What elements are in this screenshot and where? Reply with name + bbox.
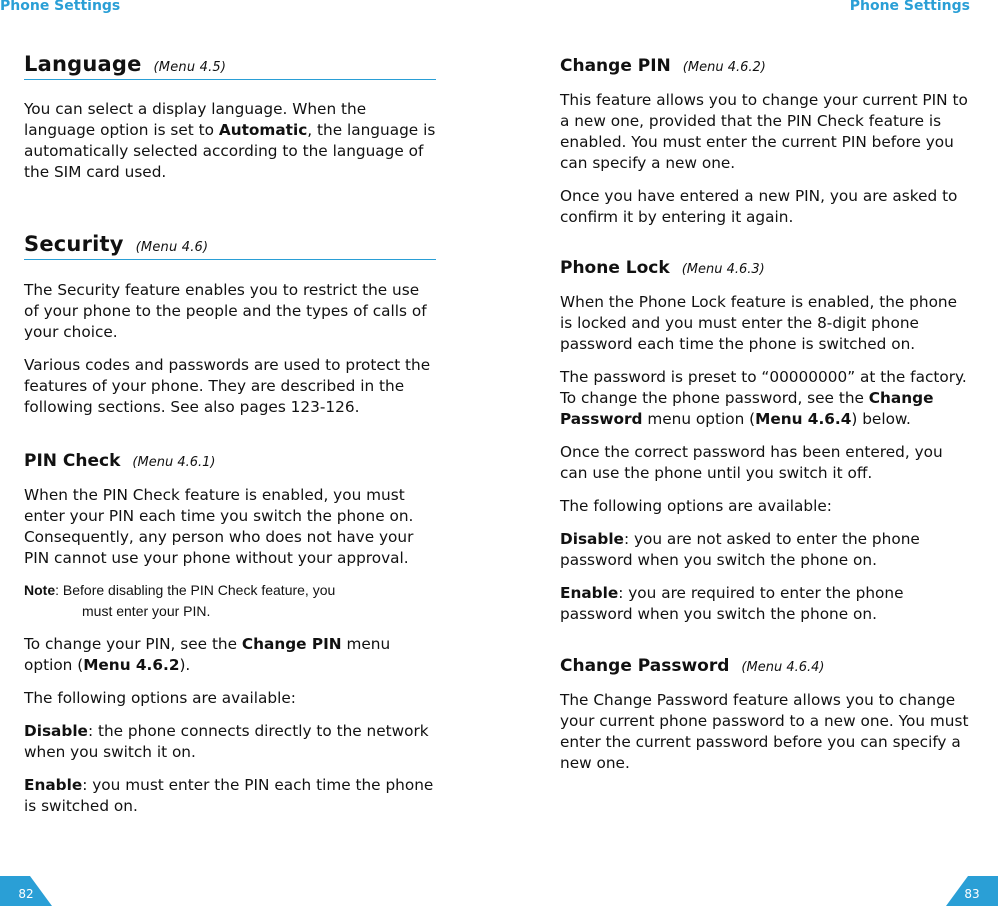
phone-lock-disable-option: Disable: you are not asked to enter the phone password when you switch the phone on. <box>560 530 920 569</box>
change-pin-heading: Change PIN (Menu 4.6.2) <box>560 56 766 76</box>
change-password-menu-ref: (Menu 4.6.4) <box>741 660 825 675</box>
left-page-column <box>24 52 436 817</box>
language-heading: Language (Menu 4.5) <box>24 52 436 80</box>
pin-check-heading: PIN Check (Menu 4.6.1) <box>24 451 216 471</box>
change-password-heading: Change Password (Menu 4.6.4) <box>560 656 825 676</box>
change-pin-paragraph-2: Once you have entered a new PIN, you are asked to confirm it by entering it again. <box>560 187 958 226</box>
security-paragraph-2: Various codes and passwords are used to protect the features of your phone. They are described in the following sections. See also pages 123-126. <box>24 356 431 416</box>
pin-check-menu-ref: (Menu 4.6.1) <box>132 455 216 470</box>
running-header-right: Phone Settings <box>849 0 970 14</box>
pin-check-note: Note: Before disabling the PIN Check feature, you must enter your PIN. <box>24 582 336 619</box>
change-pin-paragraph-1: This feature allows you to change your current PIN to a new one, provided that the PIN Check feature is enabled. You must enter the current PIN before you can specify a new one. <box>560 91 968 172</box>
phone-lock-paragraph-3: Once the correct password has been entered, you can use the phone until you switch it off. <box>560 443 943 482</box>
phone-lock-options-intro: The following options are available: <box>560 497 832 515</box>
pin-check-paragraph-2: To change your PIN, see the Change PIN menu option (Menu 4.6.2). <box>24 635 391 674</box>
pin-check-enable-option: Enable: you must enter the PIN each time the phone is switched on. <box>24 776 434 815</box>
phone-lock-menu-ref: (Menu 4.6.3) <box>681 262 765 277</box>
phone-lock-heading: Phone Lock (Menu 4.6.3) <box>560 258 765 278</box>
pin-check-options-intro: The following options are available: <box>24 689 296 707</box>
security-paragraph-1: The Security feature enables you to restrict the use of your phone to the people and the types of calls of your choice. <box>24 281 427 341</box>
pin-check-disable-option: Disable: the phone connects directly to the network when you switch it on. <box>24 722 429 761</box>
phone-lock-paragraph-1: When the Phone Lock feature is enabled, the phone is locked and you must enter the 8-digit phone password each time the phone is switched on. <box>560 293 958 353</box>
pin-check-paragraph-1: When the PIN Check feature is enabled, you must enter your PIN each time you switch the phone on. Consequently, any person who does not have your PIN cannot use your phone without your approval. <box>24 486 414 567</box>
running-header-left: Phone Settings <box>0 0 121 14</box>
security-menu-ref: (Menu 4.6) <box>135 240 209 255</box>
security-heading: Security (Menu 4.6) <box>24 232 436 260</box>
page-number-left: 82 <box>0 876 52 906</box>
right-page-column <box>560 56 972 774</box>
change-password-paragraph: The Change Password feature allows you to change your current phone password to a new one. You must enter the current password before you can specify a new one. <box>560 691 969 772</box>
phone-lock-enable-option: Enable: you are required to enter the phone password when you switch the phone on. <box>560 584 904 623</box>
change-pin-menu-ref: (Menu 4.6.2) <box>682 60 766 75</box>
phone-lock-paragraph-2: The password is preset to “00000000” at the factory. To change the phone password, see the Change Password menu option (Menu 4.6.4) below. <box>560 368 967 428</box>
page-number-right: 83 <box>946 876 998 906</box>
language-paragraph: You can select a display language. When the language option is set to Automatic, the language is automatically selected according to the language of the SIM card used. <box>24 100 436 181</box>
language-menu-ref: (Menu 4.5) <box>153 60 227 75</box>
